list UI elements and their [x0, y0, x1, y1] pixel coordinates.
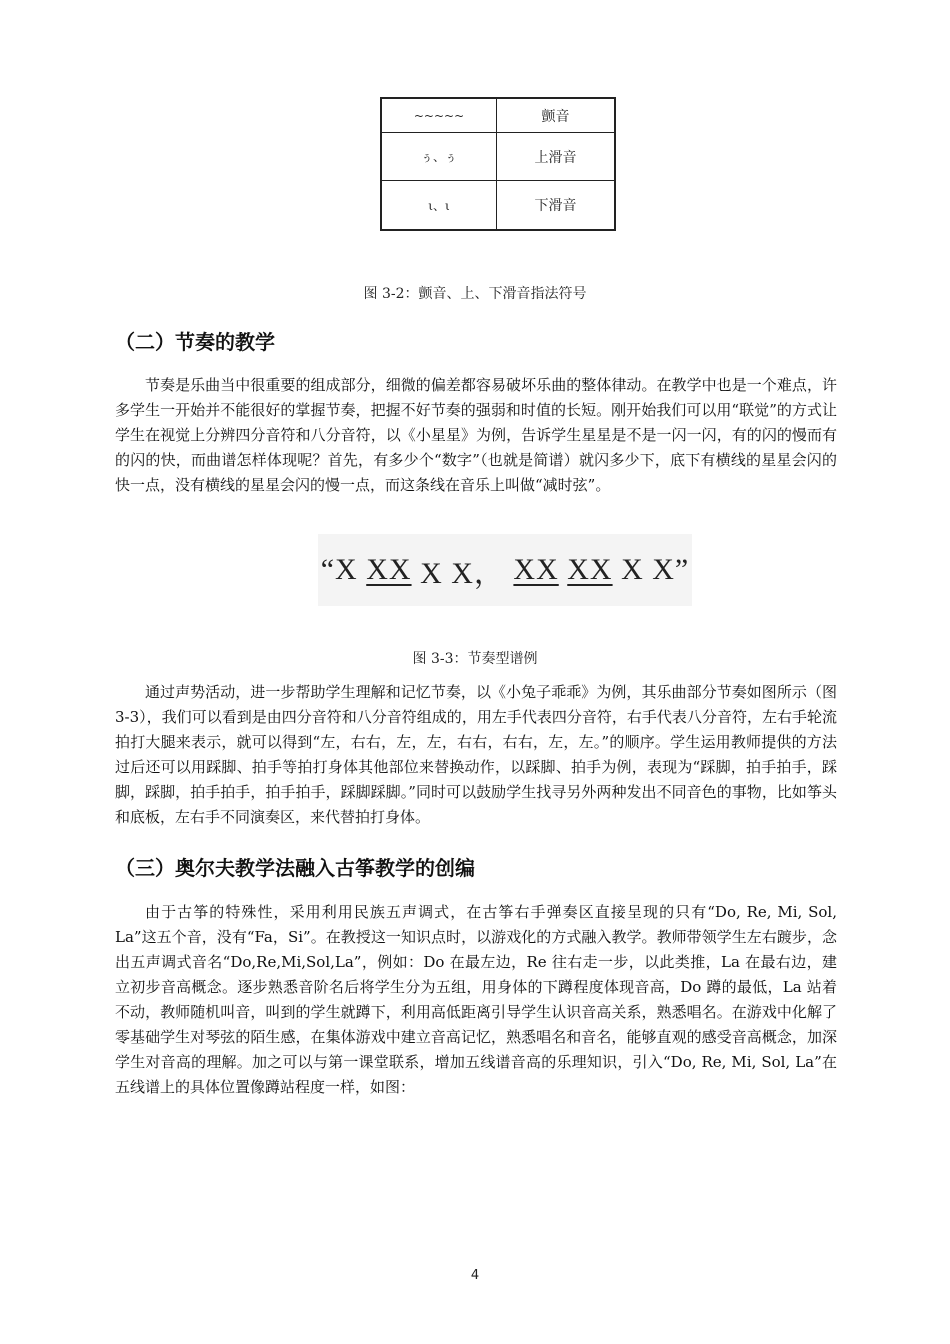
rhythm-open: “X: [320, 553, 367, 586]
lower-slide-symbol: ι、ι: [382, 181, 497, 229]
figure-3-2-caption: 图 3-2：颤音、上、下滑音指法符号: [363, 286, 587, 302]
rhythm-eighth-pair: XX: [513, 553, 559, 586]
rhythm-end: X X”: [612, 553, 690, 586]
section-2-paragraph-1: 节奏是乐曲当中很重要的组成部分，细微的偏差都容易破坏乐曲的整体律动。在教学中也是一个难点，许多学生一开始并不能很好的掌握节奏，把握不好节奏的强弱和时值的长短。刚开始我们可以用“联觉”的方式让学生在视觉上分辨四分音符和八分音符，以《小星星》为例，告诉学生星星是不是一闪一闪，有的闪的慢而有的闪的快，而曲谱怎样体现呢？首先，有多少个“数字”（也就是简谱）就闪多少下，底下有横线的星星会闪的快一点，没有横线的星星会闪的慢一点，而这条线在音乐上叫做“减时弦”。: [115, 376, 837, 494]
table-row: [382, 180, 614, 229]
figure-3-3-caption: 图 3-3：节奏型谱例: [412, 651, 538, 667]
trill-symbol: ~~~~~: [382, 99, 497, 132]
section-2-heading: （二）节奏的教学: [115, 330, 275, 354]
page-number: 4: [470, 1268, 480, 1283]
rhythm-mid: X X，: [411, 557, 505, 590]
table-row: [382, 99, 614, 132]
rhythm-eighth-pair: XX: [366, 553, 412, 586]
rhythm-space: [559, 553, 568, 587]
trill-label: 颤音: [541, 108, 570, 125]
rhythm-notation-figure: [318, 534, 692, 606]
fingering-symbol-table: [380, 97, 616, 231]
upper-slide-symbol: ぅ、ぅ: [382, 133, 497, 180]
table-row: [382, 132, 614, 180]
section-2-paragraph-2: 通过声势活动，进一步帮助学生理解和记忆节奏，以《小兔子乖乖》为例，其乐曲部分节奏如图所示（图 3-3），我们可以看到是由四分音符和八分音符组成的，用左手代表四分音符，右手代表八分音符，左右手轮流拍打大腿来表示，就可以得到“左，右右，左，左，右右，右右，左，左。”的顺序。学生运用教师提供的方法过后还可以用踩脚、拍手等拍打身体其他部位来替换动作，以踩脚、拍手为例，表现为“踩脚，拍手拍手，踩脚，踩脚，拍手拍手，拍手拍手，踩脚踩脚。”同时可以鼓励学生找寻另外两种发出不同音色的事物，比如筝头和底板，左右手不同演奏区，来代替拍打身体。: [115, 683, 837, 826]
rhythm-eighth-pair: XX: [567, 553, 613, 586]
lower-slide-label: 下滑音: [534, 198, 577, 214]
section-3-heading: （三）奥尔夫教学法融入古筝教学的创编: [115, 856, 475, 880]
section-3-paragraph-1: 由于古筝的特殊性，采用利用民族五声调式，在古筝右手弹奏区直接呈现的只有“Do, Re, Mi, Sol, La”这五个音，没有“Fa，Si”。在教授这一知识点时，以游戏化的方式融入教学。教师带领学生左右踱步，念出五声调式音名“Do,Re,Mi,Sol,La”，例如：Do 在最左边，Re 往右走一步，以此类推，La 在最右边，建立初步音高概念。逐步熟悉音阶名后将学生分为五组，用身体的下蹲程度体现音高，Do 蹲的最低，La 站着不动，教师随机叫音，叫到的学生就蹲下，利用高低距离引导学生认识音高关系，熟悉唱名。在游戏中化解了零基础学生对琴弦的陌生感，在集体游戏中建立音高记忆，熟悉唱名和音名，能够直观的感受音高概念，加深学生对音高的理解。加之可以与第一课堂联系，增加五线谱音高的乐理知识，引入“Do, Re, Mi, Sol, La”在五线谱上的具体位置像蹲站程度一样，如图：: [115, 903, 837, 1096]
upper-slide-label: 上滑音: [534, 149, 577, 166]
rhythm-gap: [505, 553, 514, 587]
